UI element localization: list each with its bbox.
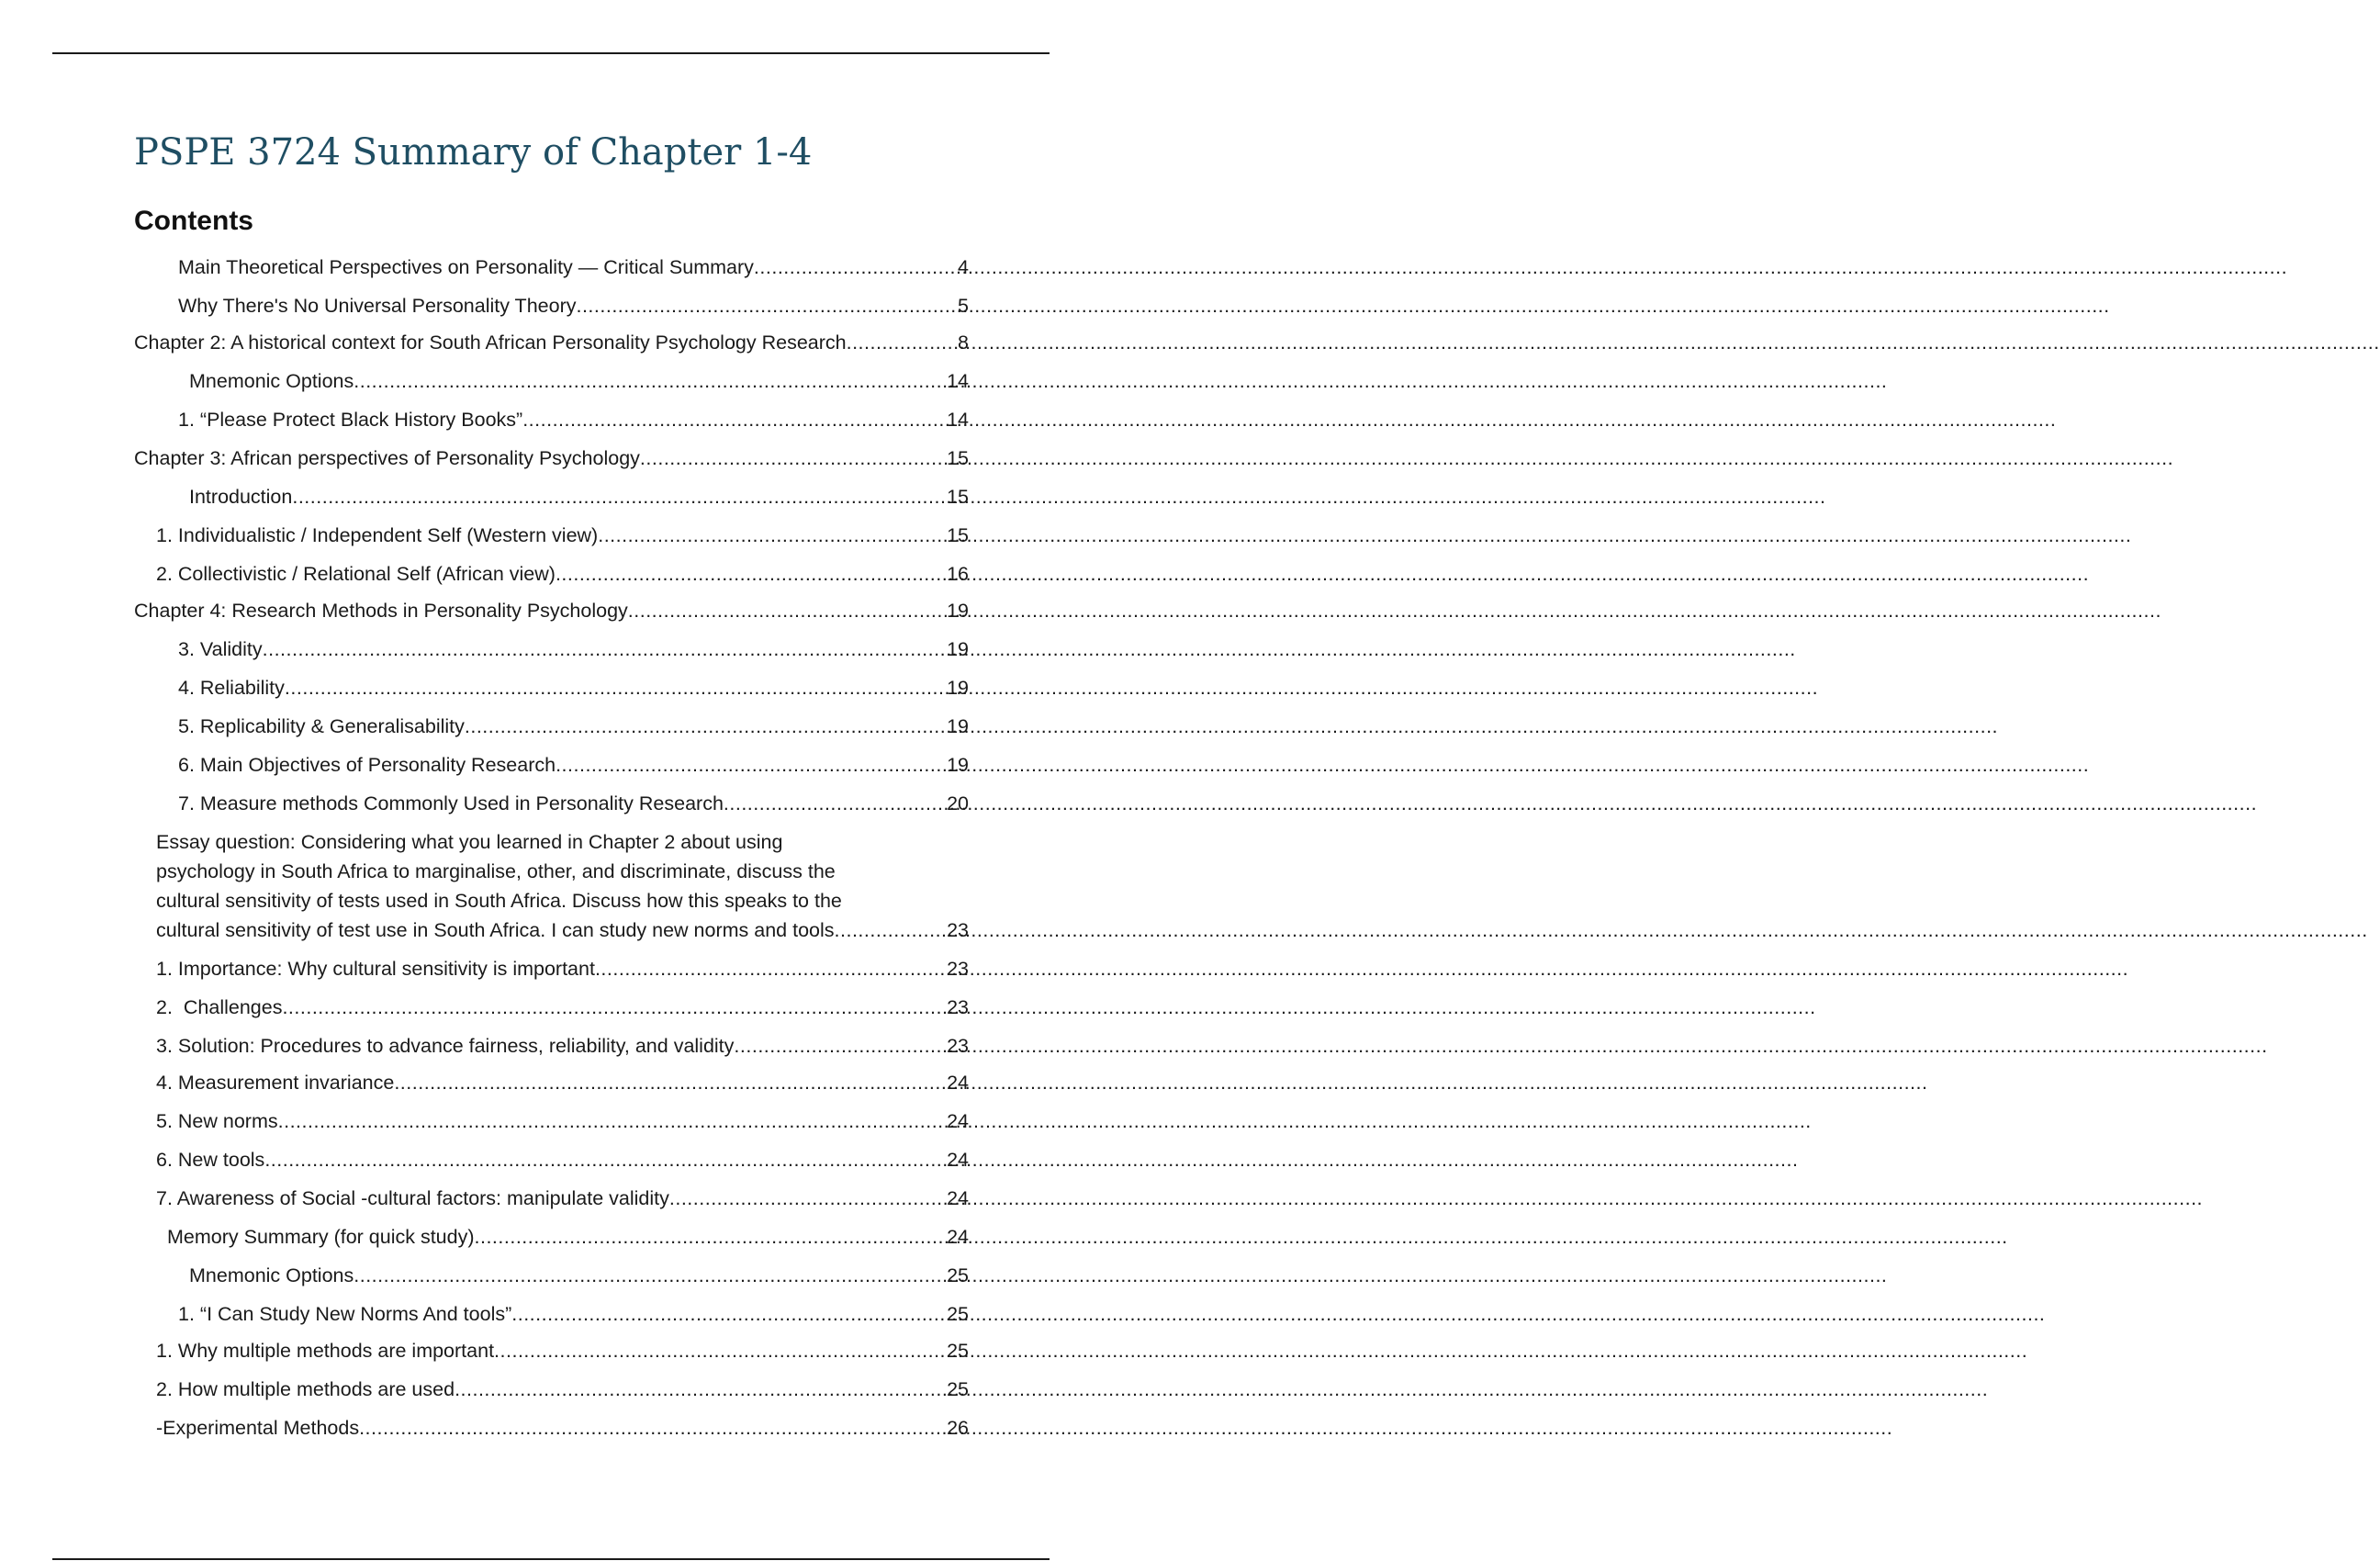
toc-entry-text: 2. Collectivistic / Relational Self (African view) — [156, 563, 556, 585]
toc-entry-text: 1. Importance: Why cultural sensitivity is important — [156, 958, 595, 980]
toc-entry-text: 4. Reliability — [178, 677, 285, 699]
toc-entry-text: 2. How multiple methods are used — [156, 1378, 455, 1400]
toc-page-number: 15 — [947, 486, 969, 508]
toc-page-number: 19 — [947, 715, 969, 737]
toc-entry-text: Why There's No Universal Personality Theory — [178, 295, 577, 317]
footer-rule — [52, 1558, 1050, 1560]
toc-entry-text: 1. “Please Protect Black History Books” — [178, 409, 523, 431]
toc-page-number: 25 — [947, 1303, 969, 1325]
toc-entry-please-protect[interactable] — [0, 405, 969, 434]
toc-entry-new-norms[interactable] — [0, 1106, 969, 1136]
contents-heading: Contents — [134, 206, 253, 236]
toc-page-number: 24 — [947, 1187, 969, 1209]
toc-page-number: 19 — [947, 677, 969, 699]
toc-entry-introduction[interactable] — [0, 482, 969, 511]
toc-page-number: 23 — [947, 919, 969, 941]
toc-leader-dots — [263, 635, 947, 664]
toc-page-number: 24 — [947, 1110, 969, 1132]
toc-leader-dots — [669, 1184, 947, 1213]
toc-entry-experimental-methods[interactable] — [0, 1413, 969, 1443]
toc-leader-dots — [640, 444, 947, 473]
toc-leader-dots — [598, 521, 947, 550]
toc-leader-dots — [394, 1068, 947, 1097]
toc-leader-dots — [556, 559, 947, 589]
toc-page-number: 24 — [947, 1226, 969, 1248]
toc-leader-dots — [475, 1222, 948, 1252]
toc-entry-text: Introduction — [189, 486, 293, 508]
toc-entry-measure-methods[interactable] — [0, 789, 969, 818]
toc-entry-text-line: cultural sensitivity of test use in South Africa. I can study new norms and tools — [156, 919, 835, 941]
toc-leader-dots — [354, 366, 947, 396]
table-of-contents — [0, 253, 1102, 1452]
toc-page-number: 14 — [947, 409, 969, 431]
toc-leader-dots — [734, 1031, 947, 1061]
toc-entry-i-can-study[interactable] — [0, 1299, 969, 1329]
toc-entry-text: 5. Replicability & Generalisability — [178, 715, 465, 737]
toc-entry-chapter-2[interactable] — [0, 328, 969, 357]
toc-page-number: 5 — [958, 295, 969, 317]
toc-entry-chapter-4[interactable] — [0, 596, 969, 625]
toc-page-number: 19 — [947, 638, 969, 660]
toc-entry-text: 7. Awareness of Social -cultural factors: manipulate validity — [156, 1187, 669, 1209]
toc-page-number: 20 — [947, 792, 969, 814]
toc-leader-dots — [282, 993, 947, 1022]
toc-entry-text-line: psychology in South Africa to marginalise, other, and discriminate, discuss the — [156, 860, 836, 882]
toc-entry-last-line — [156, 915, 969, 945]
toc-entry-reliability[interactable] — [0, 673, 969, 702]
toc-entry-importance[interactable] — [0, 954, 969, 983]
toc-leader-dots — [465, 712, 947, 741]
toc-entry-text: Main Theoretical Perspectives on Personality — Critical Summary — [178, 256, 754, 278]
toc-entry-why-multiple-methods[interactable] — [0, 1336, 969, 1365]
toc-entry-awareness[interactable] — [0, 1184, 969, 1213]
toc-leader-dots — [494, 1336, 947, 1365]
toc-entry-essay-question[interactable] — [0, 827, 969, 945]
toc-entry-text: Memory Summary (for quick study) — [167, 1226, 475, 1248]
toc-entry-mnemonic-options-1[interactable] — [0, 366, 969, 396]
toc-page-number: 23 — [947, 996, 969, 1018]
toc-entry-measurement-invariance[interactable] — [0, 1068, 969, 1097]
toc-page-number: 19 — [947, 754, 969, 776]
header-rule — [52, 52, 1050, 54]
toc-leader-dots — [455, 1375, 947, 1404]
toc-leader-dots — [264, 1145, 947, 1174]
toc-entry-replicability[interactable] — [0, 712, 969, 741]
toc-entry-text: 7. Measure methods Commonly Used in Personality Research — [178, 792, 724, 814]
toc-entry-solution[interactable] — [0, 1031, 969, 1061]
toc-leader-dots — [724, 789, 947, 818]
toc-entry-text: Chapter 4: Research Methods in Personality Psychology — [134, 600, 628, 622]
toc-page-number: 25 — [947, 1378, 969, 1400]
toc-leader-dots — [292, 482, 947, 511]
toc-leader-dots — [354, 1261, 947, 1290]
toc-page-number: 14 — [947, 370, 969, 392]
toc-page-number: 25 — [947, 1340, 969, 1362]
toc-page-number: 23 — [947, 1035, 969, 1057]
toc-leader-dots — [595, 954, 947, 983]
toc-leader-dots — [628, 596, 947, 625]
toc-leader-dots — [576, 291, 958, 320]
toc-entry-main-theoretical-perspectives[interactable] — [0, 253, 969, 282]
toc-entry-collectivistic-self[interactable] — [0, 559, 969, 589]
toc-entry-text: Chapter 3: African perspectives of Personality Psychology — [134, 447, 640, 469]
toc-leader-dots — [835, 915, 948, 945]
toc-entry-main-objectives[interactable] — [0, 750, 969, 780]
toc-entry-no-universal-theory[interactable] — [0, 291, 969, 320]
toc-leader-dots — [285, 673, 947, 702]
toc-entry-text: 2. Challenges — [156, 996, 283, 1018]
toc-entry-text: 1. Why multiple methods are important — [156, 1340, 495, 1362]
toc-leader-dots — [847, 328, 958, 357]
toc-entry-text: Mnemonic Options — [189, 1264, 354, 1286]
toc-leader-dots — [522, 405, 947, 434]
toc-entry-new-tools[interactable] — [0, 1145, 969, 1174]
toc-entry-individualistic-self[interactable] — [0, 521, 969, 550]
toc-leader-dots — [511, 1299, 947, 1329]
toc-entry-text: 1. Individualistic / Independent Self (Western view) — [156, 524, 599, 546]
toc-page-number: 15 — [947, 524, 969, 546]
toc-entry-text: Mnemonic Options — [189, 370, 354, 392]
toc-entry-text-line: cultural sensitivity of tests used in South Africa. Discuss how this speaks to the — [156, 890, 842, 912]
toc-page-number: 8 — [958, 331, 969, 354]
toc-page-number: 23 — [947, 958, 969, 980]
document-title: PSPE 3724 Summary of Chapter 1-4 — [134, 131, 813, 174]
toc-entry-text: 3. Validity — [178, 638, 263, 660]
toc-entry-chapter-3[interactable] — [0, 444, 969, 473]
toc-page-number: 15 — [947, 447, 969, 469]
toc-page-number: 25 — [947, 1264, 969, 1286]
toc-entry-text: Chapter 2: A historical context for South African Personality Psychology Research — [134, 331, 847, 354]
toc-page-number: 26 — [947, 1417, 969, 1439]
toc-page-number: 19 — [947, 600, 969, 622]
toc-entry-mnemonic-options-2[interactable] — [0, 1261, 969, 1290]
toc-entry-text: -Experimental Methods — [156, 1417, 360, 1439]
toc-page-number: 4 — [958, 256, 969, 278]
toc-entry-text: 4. Measurement invariance — [156, 1072, 395, 1094]
toc-entry-how-multiple-methods[interactable] — [0, 1375, 969, 1404]
toc-entry-text: 6. New tools — [156, 1149, 265, 1171]
toc-entry-text-line: Essay question: Considering what you learned in Chapter 2 about using — [156, 831, 783, 853]
toc-leader-dots — [278, 1106, 947, 1136]
toc-entry-memory-summary[interactable] — [0, 1222, 969, 1252]
toc-leader-dots — [359, 1413, 947, 1443]
toc-page-number: 24 — [947, 1072, 969, 1094]
toc-entry-text: 3. Solution: Procedures to advance fairness, reliability, and validity — [156, 1035, 735, 1057]
toc-entry-text: 6. Main Objectives of Personality Research — [178, 754, 556, 776]
toc-page-number: 24 — [947, 1149, 969, 1171]
toc-page-number: 16 — [947, 563, 969, 585]
toc-entry-text: 1. “I Can Study New Norms And tools” — [178, 1303, 512, 1325]
toc-entry-validity[interactable] — [0, 635, 969, 664]
toc-entry-challenges[interactable] — [0, 993, 969, 1022]
toc-leader-dots — [754, 253, 958, 282]
toc-leader-dots — [556, 750, 947, 780]
toc-entry-text: 5. New norms — [156, 1110, 278, 1132]
